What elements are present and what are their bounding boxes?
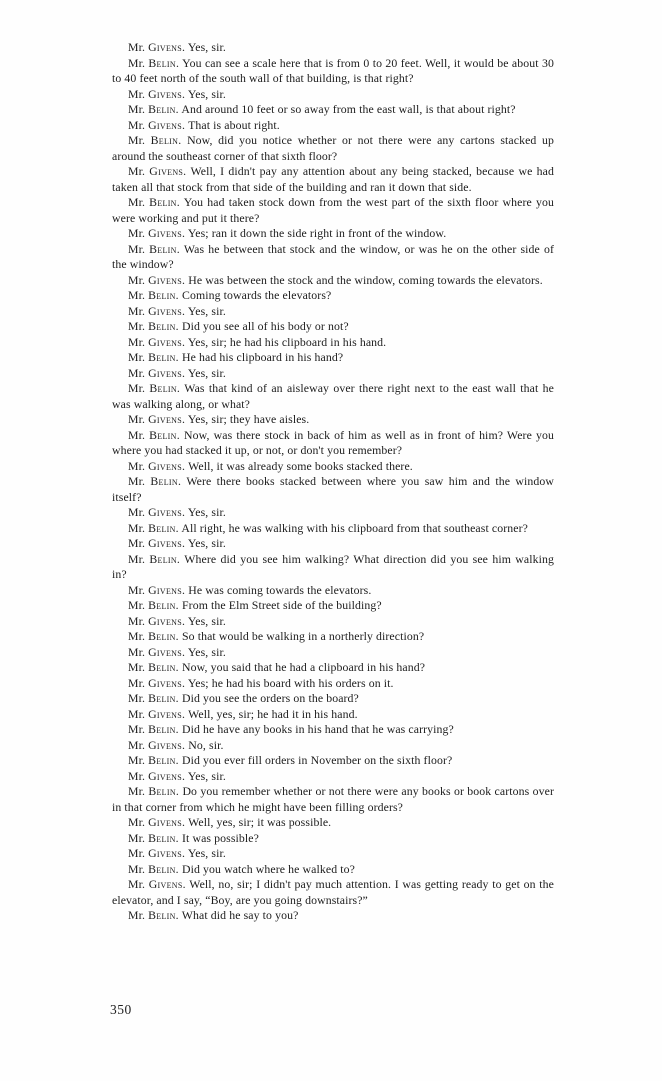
speaker-name: [128, 381, 180, 395]
dialogue-text: Yes, sir.: [187, 86, 226, 101]
speaker-surname: Belin.: [148, 598, 179, 612]
dialogue-text: Did he have any books in his hand that he was carrying?: [182, 722, 454, 736]
speaker-title: Mr.: [128, 660, 146, 674]
speaker-title: Mr.: [128, 319, 146, 333]
speaker-name: [128, 102, 179, 116]
speaker-name: [128, 552, 180, 566]
dialogue-text: Did you watch where he walked to?: [182, 861, 355, 876]
dialogue-text: Was he between that stock and the window, or was he on the other side of the window?: [112, 241, 554, 271]
speaker-title: Mr.: [128, 582, 146, 597]
speaker-title: Mr.: [128, 846, 146, 860]
speaker-surname: Givens.: [148, 815, 186, 829]
speaker-surname: Givens.: [148, 706, 186, 721]
dialogue-text: You can see a scale here that is from 0 to 20 feet. Well, it would be about 30 to 40 feet north of the south wall of that building, is that right?: [112, 55, 554, 85]
dialogue-text: Now, you said that he had a clipboard in his hand?: [182, 660, 426, 674]
speaker-surname: Belin.: [148, 908, 179, 922]
speaker-title: Mr.: [128, 40, 146, 54]
speaker-surname: Belin.: [148, 350, 179, 364]
speaker-title: Mr.: [128, 133, 146, 147]
speaker-name: [128, 614, 185, 628]
speaker-title: Mr.: [128, 195, 146, 209]
speaker-surname: Belin.: [148, 784, 180, 798]
dialogue-text: So that would be walking in a northerly direction?: [182, 629, 425, 643]
speaker-name: [128, 459, 185, 473]
dialogue-text: Now, was there stock in back of him as well as in front of him? Were you where you had stacked it up, or not, or don't you remember?: [112, 427, 554, 457]
speaker-name: [128, 288, 179, 302]
speaker-surname: Givens.: [148, 272, 186, 287]
speaker-name: [128, 831, 179, 845]
speaker-surname: Givens.: [148, 365, 186, 380]
speaker-name: [128, 645, 185, 659]
dialogue-paragraph: [112, 753, 554, 769]
speaker-title: Mr.: [128, 226, 146, 240]
dialogue-paragraph: [112, 583, 554, 599]
speaker-surname: Givens.: [148, 86, 186, 101]
speaker-surname: Givens.: [148, 877, 186, 891]
dialogue-text: Coming towards the elevators?: [182, 288, 332, 302]
dialogue-text: Yes, sir.: [187, 613, 226, 628]
speaker-surname: Belin.: [149, 551, 181, 566]
dialogue-text: Did you see all of his body or not?: [182, 319, 349, 333]
speaker-surname: Belin.: [148, 830, 179, 845]
dialogue-text: No, sir.: [188, 737, 224, 752]
speaker-name: [128, 629, 179, 643]
dialogue-paragraph: [112, 102, 554, 118]
speaker-surname: Belin.: [150, 133, 182, 147]
speaker-surname: Givens.: [148, 582, 186, 597]
dialogue-text: Yes, sir.: [187, 536, 226, 550]
speaker-name: [128, 583, 185, 597]
dialogue-paragraph: [112, 164, 554, 195]
dialogue-paragraph: [112, 645, 554, 661]
dialogue-paragraph: [112, 738, 554, 754]
dialogue-text: Yes, sir.: [187, 303, 226, 318]
speaker-title: Mr.: [128, 365, 146, 380]
speaker-title: Mr.: [128, 691, 146, 705]
speaker-title: Mr.: [128, 598, 146, 612]
speaker-title: Mr.: [128, 55, 146, 70]
speaker-name: [128, 505, 185, 519]
speaker-name: [128, 118, 185, 132]
dialogue-text: From the Elm Street side of the building?: [182, 598, 382, 612]
dialogue-paragraph: [112, 381, 554, 412]
dialogue-paragraph: [112, 769, 554, 785]
speaker-surname: Belin.: [148, 520, 179, 535]
dialogue-text: Well, no, sir; I didn't pay much attention. I was getting ready to get on the elevator, and I say, “Boy, are you going downstairs?”: [112, 877, 554, 907]
speaker-name: [128, 877, 186, 891]
dialogue-paragraph: [112, 536, 554, 552]
dialogue-text: Well, it was already some books stacked there.: [188, 458, 413, 473]
speaker-name: [128, 691, 179, 705]
speaker-surname: Givens.: [148, 412, 186, 426]
dialogue-paragraph: [112, 335, 554, 351]
dialogue-paragraph: [112, 304, 554, 320]
dialogue-paragraph: [112, 474, 554, 505]
speaker-surname: Belin.: [148, 660, 179, 674]
speaker-name: [128, 784, 179, 798]
speaker-name: [128, 195, 180, 209]
dialogue-paragraph: [112, 676, 554, 692]
speaker-surname: Givens.: [148, 40, 186, 54]
speaker-title: Mr.: [128, 784, 146, 798]
dialogue-text: Yes, sir.: [187, 505, 226, 519]
speaker-title: Mr.: [128, 753, 146, 767]
speaker-title: Mr.: [128, 102, 146, 116]
dialogue-paragraph: [112, 40, 554, 56]
speaker-name: [128, 598, 179, 612]
speaker-surname: Givens.: [148, 536, 186, 550]
dialogue-paragraph: [112, 862, 554, 878]
dialogue-text: Well, yes, sir; he had it in his hand.: [188, 706, 358, 721]
dialogue-paragraph: [112, 505, 554, 521]
speaker-title: Mr.: [128, 644, 146, 659]
speaker-surname: Givens.: [148, 613, 186, 628]
speaker-title: Mr.: [128, 117, 146, 132]
dialogue-text: Did you see the orders on the board?: [182, 691, 359, 705]
dialogue-paragraph: [112, 521, 554, 537]
dialogue-paragraph: [112, 273, 554, 289]
speaker-surname: Givens.: [148, 226, 186, 240]
dialogue-paragraph: [112, 707, 554, 723]
speaker-name: [128, 350, 179, 364]
speaker-title: Mr.: [128, 551, 146, 566]
speaker-surname: Givens.: [148, 644, 186, 659]
speaker-name: [128, 133, 181, 147]
speaker-title: Mr.: [128, 877, 146, 891]
dialogue-paragraph: [112, 428, 554, 459]
speaker-surname: Belin.: [149, 195, 180, 209]
dialogue-paragraph: [112, 366, 554, 382]
dialogue-text: Yes, sir.: [187, 846, 226, 860]
dialogue-paragraph: [112, 118, 554, 134]
dialogue-paragraph: [112, 784, 554, 815]
speaker-surname: Givens.: [148, 505, 186, 519]
speaker-name: [128, 335, 185, 349]
speaker-surname: Givens.: [148, 768, 186, 783]
speaker-name: [128, 428, 180, 442]
speaker-surname: Belin.: [149, 241, 180, 256]
speaker-surname: Givens.: [148, 846, 186, 860]
dialogue-text: Now, did you notice whether or not there were any cartons stacked up around the southeast corner of that sixth floor?: [112, 133, 554, 163]
speaker-name: [128, 722, 179, 736]
dialogue-paragraph: [112, 87, 554, 103]
dialogue-paragraph: [112, 226, 554, 242]
speaker-surname: Belin.: [149, 427, 180, 442]
speaker-surname: Belin.: [150, 474, 182, 488]
speaker-name: [128, 226, 185, 240]
dialogue-text: Yes; ran it down the side right in front of the window.: [187, 226, 447, 240]
dialogue-paragraph: [112, 133, 554, 164]
dialogue-paragraph: [112, 288, 554, 304]
speaker-title: Mr.: [128, 722, 146, 736]
speaker-name: [128, 753, 179, 767]
speaker-name: [128, 738, 185, 752]
speaker-title: Mr.: [128, 272, 146, 287]
dialogue-text: It was possible?: [182, 830, 259, 845]
dialogue-text: Where did you see him walking? What direction did you see him walking in?: [112, 551, 554, 581]
speaker-name: [128, 56, 179, 70]
dialogue-text: He was coming towards the elevators.: [188, 582, 372, 597]
dialogue-text: That is about right.: [188, 117, 280, 132]
speaker-surname: Givens.: [148, 334, 186, 349]
speaker-surname: Belin.: [148, 722, 179, 736]
speaker-title: Mr.: [128, 164, 146, 178]
speaker-title: Mr.: [128, 474, 146, 488]
dialogue-text: Yes, sir; they have aisles.: [187, 412, 310, 426]
speaker-title: Mr.: [128, 412, 146, 426]
dialogue-paragraph: [112, 722, 554, 738]
dialogue-paragraph: [112, 459, 554, 475]
dialogue-text: Yes, sir.: [187, 768, 226, 783]
speaker-title: Mr.: [128, 815, 146, 829]
dialogue-text: What did he say to you?: [181, 908, 299, 922]
dialogue-text: Was that kind of an aisleway over there right next to the east wall that he was walking along, or what?: [112, 381, 554, 411]
dialogue-paragraph: [112, 412, 554, 428]
speaker-name: [128, 304, 185, 318]
dialogue-text: Did you ever fill orders in November on the sixth floor?: [182, 753, 453, 767]
speaker-name: [128, 707, 185, 721]
speaker-name: [128, 87, 185, 101]
speaker-surname: Belin.: [148, 629, 179, 643]
speaker-name: [128, 273, 185, 287]
dialogue-paragraph: [112, 877, 554, 908]
speaker-name: [128, 521, 179, 535]
speaker-title: Mr.: [128, 706, 146, 721]
speaker-name: [128, 242, 180, 256]
speaker-surname: Givens.: [148, 117, 186, 132]
speaker-title: Mr.: [128, 241, 146, 256]
speaker-surname: Givens.: [149, 164, 187, 178]
dialogue-text: Yes, sir.: [187, 365, 226, 380]
dialogue-paragraph: [112, 691, 554, 707]
speaker-title: Mr.: [128, 613, 146, 628]
dialogue-paragraph: [112, 552, 554, 583]
dialogue-text: And around 10 feet or so away from the east wall, is that about right?: [181, 102, 516, 116]
dialogue-paragraph: [112, 56, 554, 87]
dialogue-text: Do you remember whether or not there were any books or book cartons over in that corner from which he might have been filling orders?: [112, 784, 554, 814]
dialogue-paragraph: [112, 242, 554, 273]
speaker-name: [128, 412, 185, 426]
speaker-title: Mr.: [128, 737, 146, 752]
dialogue-text: Yes, sir.: [187, 644, 226, 659]
speaker-surname: Givens.: [148, 675, 186, 690]
testimony-transcript: [112, 40, 554, 924]
speaker-name: [128, 164, 186, 178]
dialogue-text: Yes, sir; he had his clipboard in his hand.: [187, 334, 387, 349]
speaker-title: Mr.: [128, 350, 146, 364]
dialogue-paragraph: [112, 350, 554, 366]
speaker-surname: Givens.: [148, 737, 186, 752]
speaker-title: Mr.: [128, 520, 146, 535]
speaker-name: [128, 846, 185, 860]
speaker-title: Mr.: [128, 303, 146, 318]
speaker-title: Mr.: [128, 86, 146, 101]
speaker-surname: Givens.: [148, 458, 186, 473]
speaker-title: Mr.: [128, 830, 146, 845]
dialogue-text: Were there books stacked between where you saw him and the window itself?: [112, 474, 554, 504]
dialogue-text: Well, yes, sir; it was possible.: [188, 815, 332, 829]
dialogue-paragraph: [112, 846, 554, 862]
dialogue-text: He was between the stock and the window, coming towards the elevators.: [188, 272, 543, 287]
speaker-name: [128, 366, 185, 380]
speaker-surname: Belin.: [148, 861, 179, 876]
speaker-title: Mr.: [128, 381, 146, 395]
speaker-name: [128, 676, 185, 690]
dialogue-text: He had his clipboard in his hand?: [182, 350, 344, 364]
speaker-title: Mr.: [128, 427, 146, 442]
speaker-title: Mr.: [128, 288, 146, 302]
speaker-title: Mr.: [128, 675, 146, 690]
speaker-name: [128, 319, 179, 333]
speaker-title: Mr.: [128, 861, 146, 876]
speaker-surname: Belin.: [149, 381, 181, 395]
dialogue-text: You had taken stock down from the west part of the sixth floor where you were working and put it there?: [112, 195, 554, 225]
dialogue-paragraph: [112, 319, 554, 335]
dialogue-paragraph: [112, 598, 554, 614]
dialogue-paragraph: [112, 908, 554, 924]
dialogue-paragraph: [112, 614, 554, 630]
speaker-surname: Belin.: [148, 55, 180, 70]
speaker-name: [128, 815, 185, 829]
page-number: 350: [110, 1002, 132, 1017]
speaker-title: Mr.: [128, 458, 146, 473]
speaker-surname: Belin.: [148, 691, 179, 705]
speaker-title: Mr.: [128, 908, 146, 922]
speaker-title: Mr.: [128, 768, 146, 783]
speaker-surname: Givens.: [148, 303, 186, 318]
speaker-surname: Belin.: [148, 319, 179, 333]
dialogue-paragraph: [112, 629, 554, 645]
speaker-name: [128, 40, 185, 54]
dialogue-text: Yes; he had his board with his orders on it.: [187, 675, 394, 690]
dialogue-text: All right, he was walking with his clipboard from that southeast corner?: [181, 520, 528, 535]
speaker-name: [128, 660, 179, 674]
dialogue-text: Well, I didn't pay any attention about any being stacked, because we had taken all that stock from that side of the building and ran it down that side.: [112, 164, 554, 194]
dialogue-paragraph: [112, 660, 554, 676]
speaker-title: Mr.: [128, 505, 146, 519]
speaker-surname: Belin.: [148, 102, 179, 116]
dialogue-text: Yes, sir.: [187, 40, 226, 54]
dialogue-paragraph: [112, 195, 554, 226]
speaker-name: [128, 474, 181, 488]
speaker-name: [128, 769, 185, 783]
speaker-name: [128, 908, 179, 922]
dialogue-paragraph: [112, 815, 554, 831]
speaker-name: [128, 536, 185, 550]
speaker-title: Mr.: [128, 629, 146, 643]
speaker-title: Mr.: [128, 334, 146, 349]
speaker-name: [128, 862, 179, 876]
dialogue-paragraph: [112, 831, 554, 847]
speaker-title: Mr.: [128, 536, 146, 550]
speaker-surname: Belin.: [148, 288, 179, 302]
speaker-surname: Belin.: [148, 753, 179, 767]
